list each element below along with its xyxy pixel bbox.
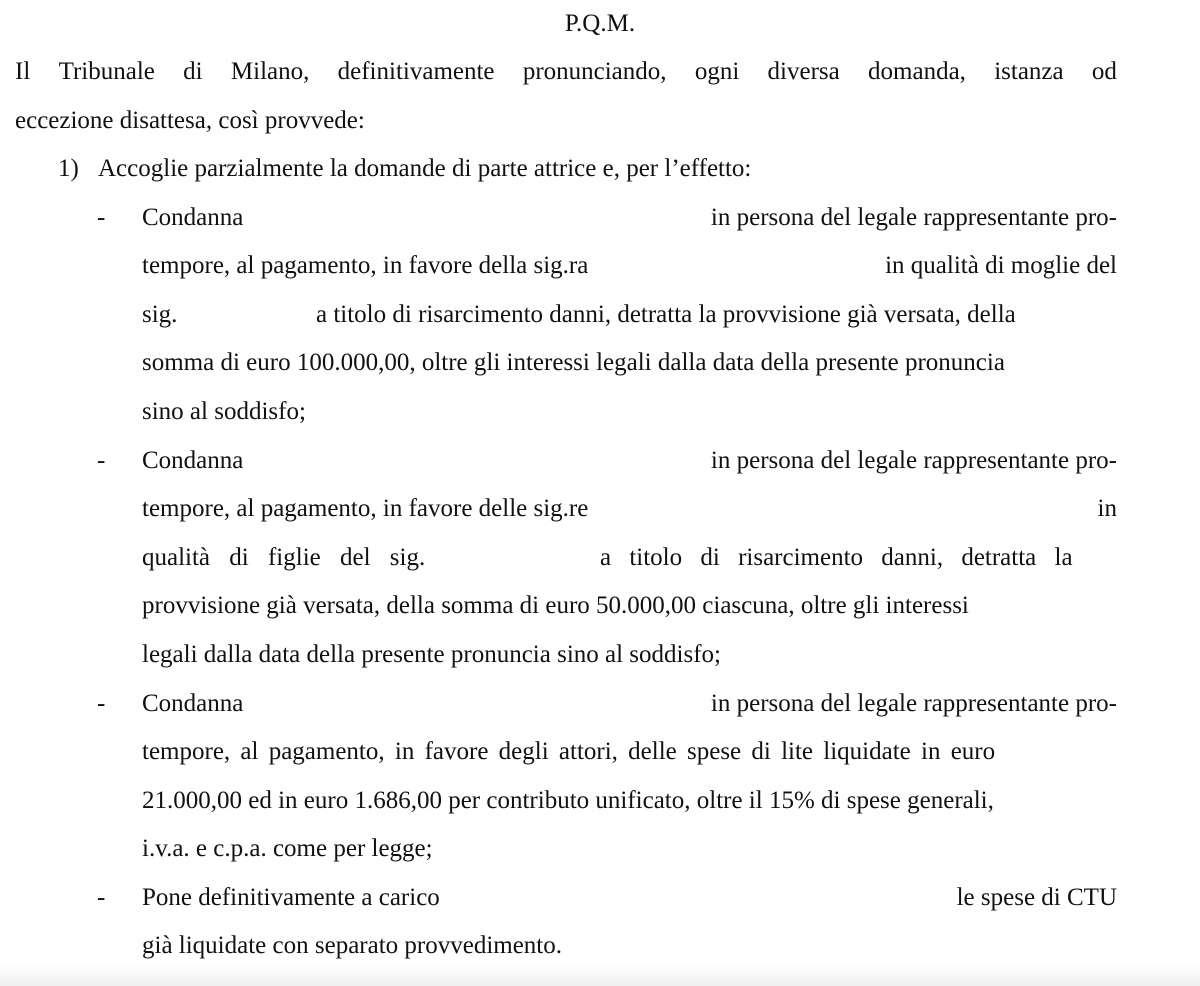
item-2-verb: Condanna <box>142 447 244 474</box>
item-1-line-5: sino al soddisfo; <box>142 398 306 425</box>
bullet-dash: - <box>97 690 106 717</box>
item-1-line-2 <box>142 250 1117 282</box>
bullet-dash: - <box>97 204 106 231</box>
item-4-line-1-end: le spese di CTU <box>956 884 1117 911</box>
page-bottom-shadow <box>0 964 1200 986</box>
word: di <box>183 58 203 85</box>
item-1-line-1-end: in persona del legale rappresentante pro- <box>710 204 1117 231</box>
item-2-line-2-end: in <box>1097 495 1117 522</box>
item-2-line-3-start: qualità di figlie del sig. <box>142 544 426 571</box>
item-3-line-4: i.v.a. e c.p.a. come per legge; <box>142 835 433 862</box>
list-number: 1) <box>58 155 79 182</box>
item-2-line-1-end: in persona del legale rappresentante pro- <box>710 447 1117 474</box>
word: Tribunale <box>58 58 155 85</box>
section-heading: P.Q.M. <box>564 10 636 37</box>
item-1-line-3-end: a titolo di risarcimento danni, detratta la provvisione già versata, della <box>316 301 1016 328</box>
intro-line-1 <box>15 56 1117 88</box>
word: Milano, <box>230 58 310 85</box>
word: pronunciando, <box>522 58 667 85</box>
item-1-line-3-start: sig. <box>142 301 178 328</box>
word: od <box>1091 58 1117 85</box>
item-1-line-2-end: in qualità di moglie del <box>885 252 1117 279</box>
bullet-dash: - <box>97 884 106 911</box>
item-1-line-4: somma di euro 100.000,00, oltre gli interessi legali dalla data della presente pronuncia <box>142 349 1005 376</box>
item-4-line-2: già liquidate con separato provvedimento. <box>142 932 563 959</box>
item-3-line-1 <box>142 688 1117 720</box>
point-1-text: Accoglie parzialmente la domande di parte attrice e, per l’effetto: <box>98 155 752 182</box>
intro-line-2: eccezione disattesa, così provvede: <box>15 107 365 134</box>
word: ogni <box>694 58 740 85</box>
item-2-line-4: provvisione già versata, della somma di euro 50.000,00 ciascuna, oltre gli interessi <box>142 592 969 619</box>
word: istanza <box>994 58 1064 85</box>
item-2-line-5: legali dalla data della presente pronuncia sino al soddisfo; <box>142 641 721 668</box>
item-4-line-1-start: Pone definitivamente a carico <box>142 884 440 911</box>
item-3-line-3: 21.000,00 ed in euro 1.686,00 per contributo unificato, oltre il 15% di spese generali, <box>142 787 994 814</box>
item-1-line-1 <box>142 202 1117 234</box>
word: domanda, <box>868 58 966 85</box>
item-2-line-2-start: tempore, al pagamento, in favore delle sig.re <box>142 495 589 522</box>
word: Il <box>15 58 31 85</box>
item-2-line-1 <box>142 445 1117 477</box>
item-2-line-3-end: a titolo di risarcimento danni, detratta la <box>600 544 1073 571</box>
bullet-dash: - <box>97 447 106 474</box>
item-2-line-2 <box>142 493 1117 525</box>
item-3-line-2: tempore, al pagamento, in favore degli attori, delle spese di lite liquidate in euro <box>142 738 996 765</box>
item-4-line-1 <box>142 882 1117 914</box>
item-3-verb: Condanna <box>142 690 244 717</box>
item-1-verb: Condanna <box>142 204 244 231</box>
item-1-line-2-start: tempore, al pagamento, in favore della sig.ra <box>142 252 589 279</box>
word: diversa <box>767 58 840 85</box>
item-3-line-1-end: in persona del legale rappresentante pro- <box>710 690 1117 717</box>
word: definitivamente <box>337 58 495 85</box>
